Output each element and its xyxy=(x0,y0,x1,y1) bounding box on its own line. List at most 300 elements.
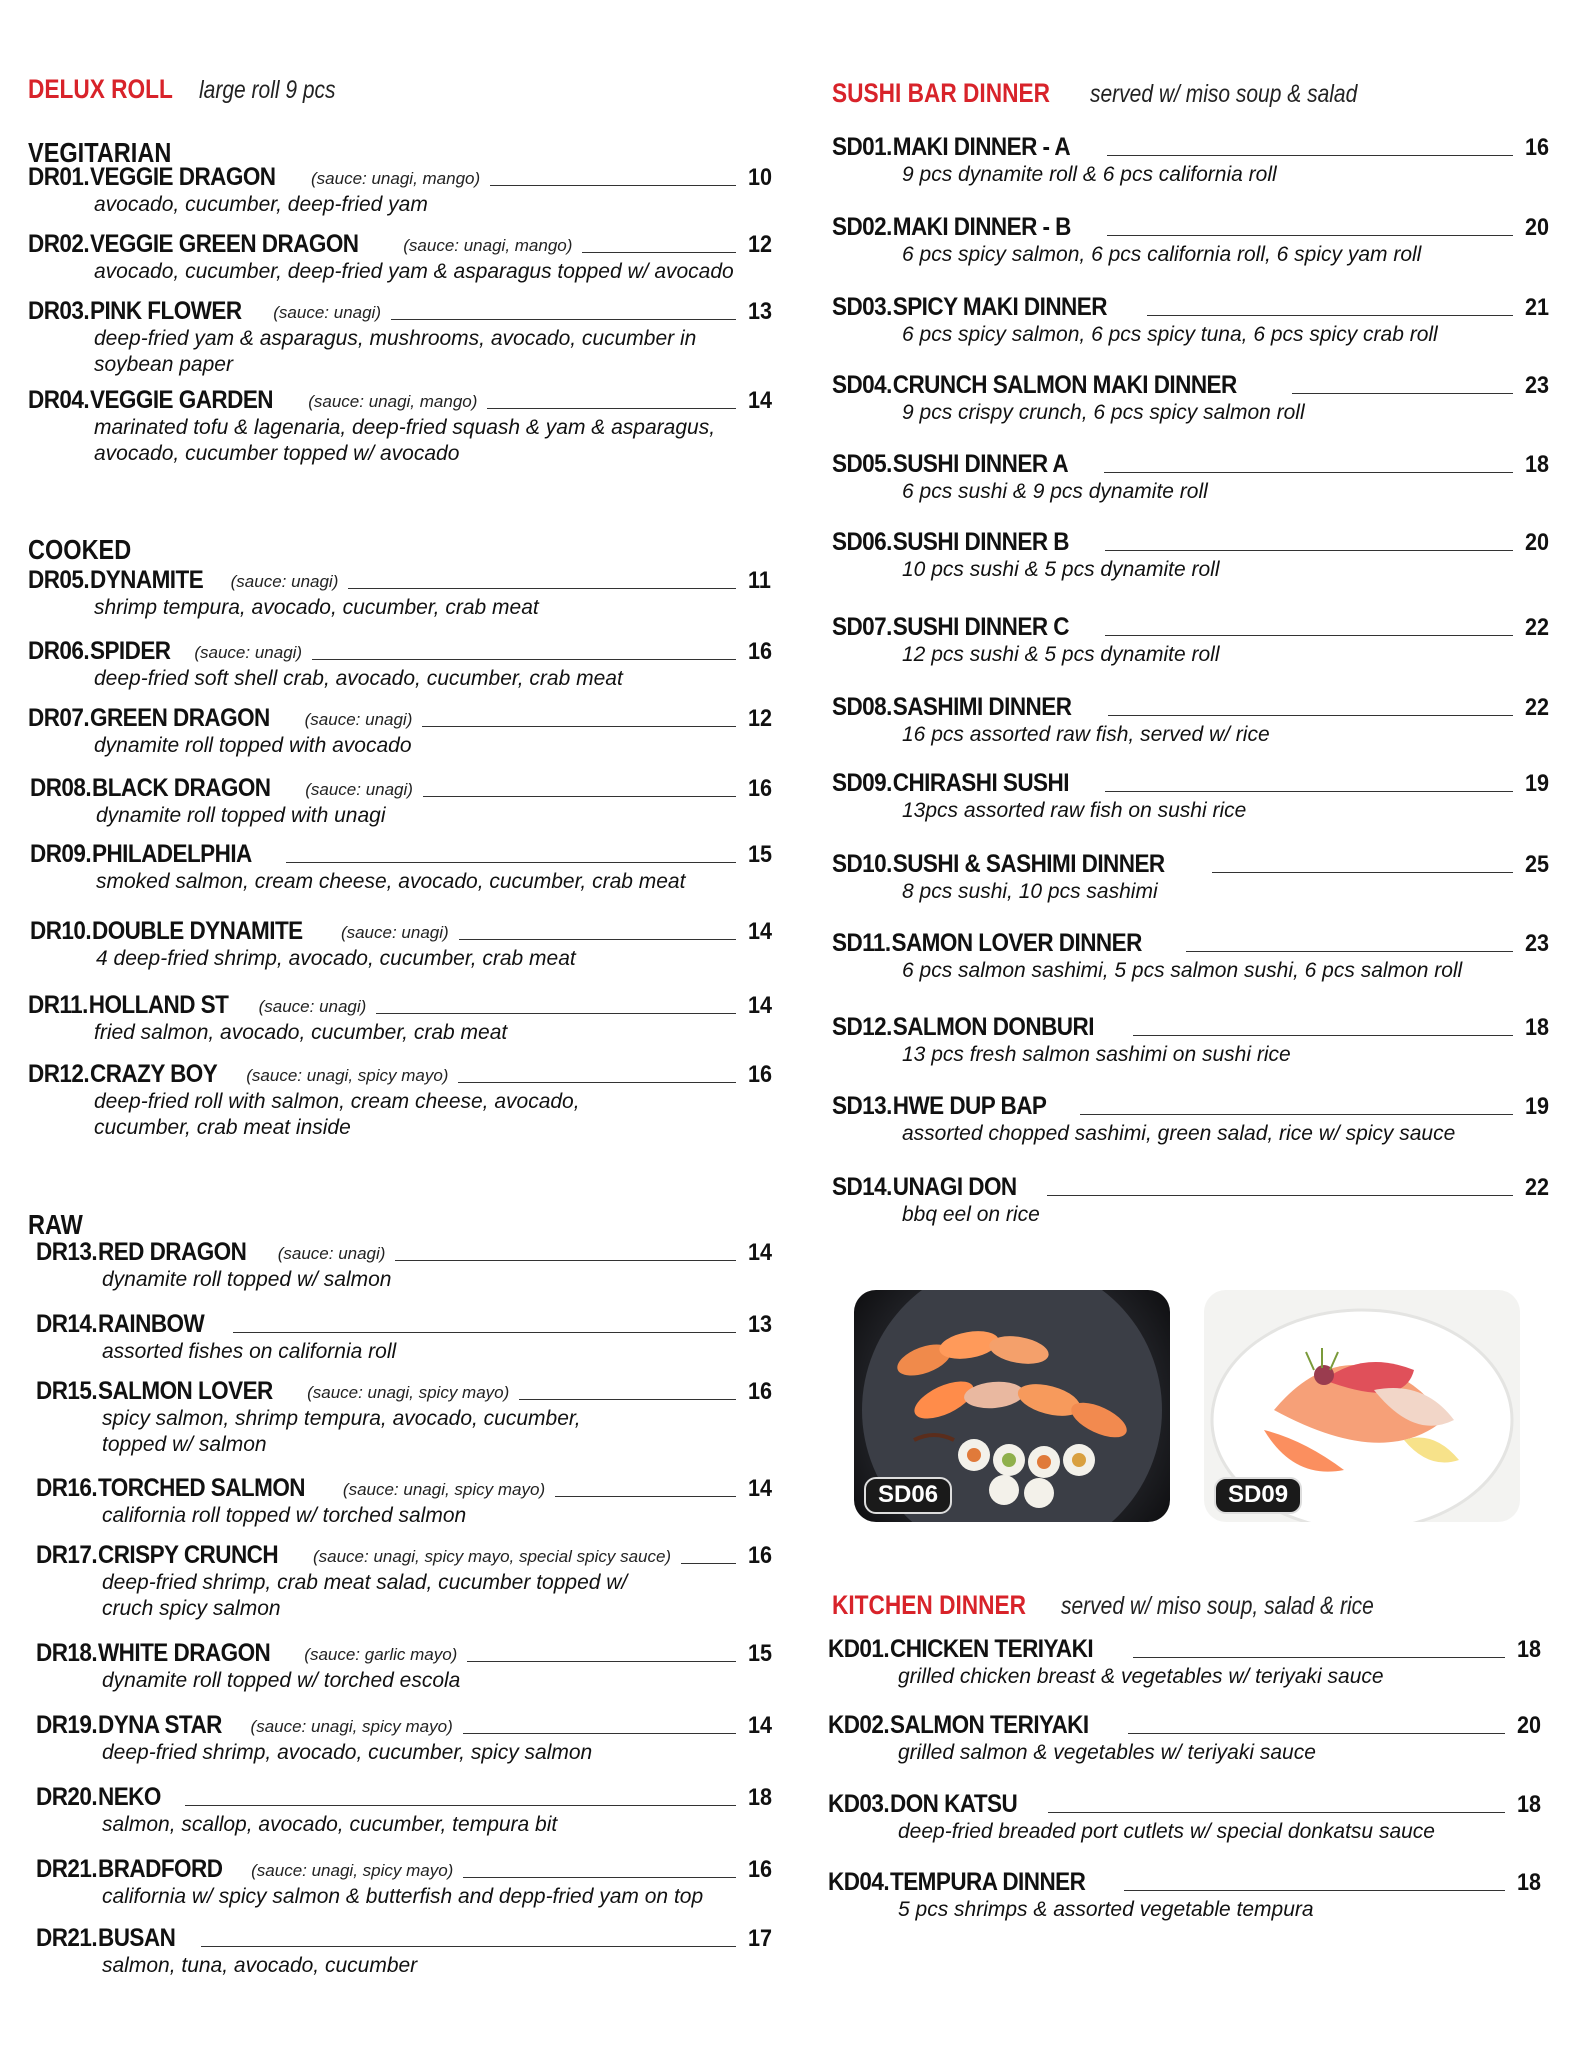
item-title: RED DRAGON xyxy=(97,1238,247,1266)
item-description: grilled chicken breast & vegetables w/ teriyaki sauce xyxy=(898,1665,1384,1688)
menu-item xyxy=(828,1712,1547,1766)
menu-item xyxy=(832,930,1555,984)
item-name xyxy=(832,613,1069,642)
item-name xyxy=(28,386,273,415)
item-title: TORCHED SALMON xyxy=(97,1474,306,1502)
item-title: CHIRASHI SUSHI xyxy=(892,769,1069,797)
item-name xyxy=(36,1855,222,1884)
kitchen-dinner-header xyxy=(832,1590,1434,1621)
leader-line xyxy=(487,408,736,409)
item-price: 10 xyxy=(748,164,773,191)
menu-item-row xyxy=(36,1542,778,1570)
item-price: 14 xyxy=(748,918,773,945)
item-code: DR08. xyxy=(30,774,92,802)
item-code: DR13. xyxy=(36,1238,98,1266)
item-name xyxy=(832,1173,1017,1202)
item-name xyxy=(832,213,1071,242)
menu-item-row xyxy=(28,638,778,666)
item-description: topped w/ salmon xyxy=(102,1433,267,1456)
leader-line xyxy=(1105,635,1513,636)
item-name xyxy=(36,1541,278,1570)
menu-item-row xyxy=(30,841,778,869)
item-price: 18 xyxy=(748,1784,773,1811)
menu-item xyxy=(28,387,778,467)
item-description: dynamite roll topped with unagi xyxy=(96,804,386,827)
item-description: 12 pcs sushi & 5 pcs dynamite roll xyxy=(902,643,1220,666)
item-description: assorted fishes on california roll xyxy=(102,1340,397,1363)
menu-item xyxy=(28,638,778,692)
item-code: DR20. xyxy=(36,1783,98,1811)
item-code: DR05. xyxy=(28,566,90,594)
photo-sd09 xyxy=(1204,1290,1520,1522)
leader-line xyxy=(1147,315,1513,316)
item-description: 8 pcs sushi, 10 pcs sashimi xyxy=(902,880,1158,903)
item-title: NEKO xyxy=(97,1783,161,1811)
menu-item xyxy=(28,298,778,378)
item-title: WHITE DRAGON xyxy=(97,1639,271,1667)
item-code: DR17. xyxy=(36,1541,98,1569)
item-price: 22 xyxy=(1525,614,1550,641)
item-description: 4 deep-fried shrimp, avocado, cucumber, crab meat xyxy=(96,947,576,970)
item-sauce: (sauce: unagi) xyxy=(273,303,381,322)
item-name xyxy=(36,1310,204,1339)
item-title: SASHIMI DINNER xyxy=(892,693,1072,721)
item-price: 12 xyxy=(748,705,773,732)
menu-item xyxy=(30,775,778,829)
section-subtitle: served w/ miso soup & salad xyxy=(1089,80,1358,108)
leader-line xyxy=(1105,550,1513,551)
section-subtitle: large roll 9 pcs xyxy=(198,76,336,104)
item-name xyxy=(36,1783,161,1812)
item-price: 14 xyxy=(748,1712,773,1739)
item-price: 18 xyxy=(1517,1869,1542,1896)
item-name xyxy=(832,371,1237,400)
item-name xyxy=(30,840,252,869)
item-sauce: (sauce: unagi) xyxy=(258,997,367,1016)
item-description: dynamite roll topped w/ torched escola xyxy=(102,1669,461,1692)
menu-item xyxy=(28,992,778,1046)
item-code: SD11. xyxy=(832,929,891,957)
item-code: DR04. xyxy=(28,386,90,414)
section-title: SUSHI BAR DINNER xyxy=(832,78,1051,108)
menu-item-row xyxy=(832,930,1555,958)
item-title: CHICKEN TERIYAKI xyxy=(889,1635,1094,1663)
leader-line xyxy=(233,1332,736,1333)
item-price: 14 xyxy=(748,387,773,414)
menu-item xyxy=(28,231,778,285)
item-sauce: (sauce: unagi, spicy mayo) xyxy=(307,1383,510,1402)
leader-line xyxy=(1133,1035,1513,1036)
leader-line xyxy=(463,1733,736,1734)
leader-line xyxy=(458,1082,736,1083)
item-price: 12 xyxy=(748,231,773,258)
item-description: 10 pcs sushi & 5 pcs dynamite roll xyxy=(902,558,1220,581)
menu-item xyxy=(28,567,778,621)
item-title: SUSHI & SASHIMI DINNER xyxy=(892,850,1165,878)
menu-item xyxy=(832,770,1555,824)
item-name xyxy=(832,133,1070,162)
menu-item-row xyxy=(832,614,1555,642)
item-sauce: (sauce: unagi, mango) xyxy=(403,236,573,255)
item-code: DR18. xyxy=(36,1639,98,1667)
menu-item xyxy=(30,841,778,895)
item-price: 11 xyxy=(748,567,771,594)
menu-item-row xyxy=(832,214,1555,242)
item-price: 18 xyxy=(1517,1636,1542,1663)
menu-item-row xyxy=(832,134,1555,162)
sushi-bar-header xyxy=(832,78,1408,109)
leader-line xyxy=(490,185,736,186)
item-sauce: (sauce: unagi, spicy mayo) xyxy=(246,1066,449,1085)
item-sauce: (sauce: unagi, mango) xyxy=(311,169,481,188)
item-sauce: (sauce: unagi) xyxy=(277,1244,386,1263)
item-title: TEMPURA DINNER xyxy=(889,1868,1086,1896)
menu-item xyxy=(36,1925,778,1979)
menu-item-row xyxy=(28,1061,778,1089)
item-title: CRISPY CRUNCH xyxy=(97,1541,279,1569)
item-price: 18 xyxy=(1517,1791,1542,1818)
item-code: SD07. xyxy=(832,613,892,641)
menu-item-row xyxy=(28,567,778,595)
category-vegetarian: VEGITARIAN xyxy=(28,137,172,168)
menu-item xyxy=(832,529,1555,583)
item-code: SD14. xyxy=(832,1173,892,1201)
item-name xyxy=(832,929,1142,958)
item-code: SD06. xyxy=(832,528,892,556)
item-code: DR16. xyxy=(36,1474,98,1502)
item-price: 20 xyxy=(1517,1712,1542,1739)
item-price: 15 xyxy=(748,1640,773,1667)
item-description: deep-fried soft shell crab, avocado, cucumber, crab meat xyxy=(94,667,623,690)
item-price: 23 xyxy=(1525,372,1550,399)
item-description: avocado, cucumber topped w/ avocado xyxy=(94,442,460,465)
category-raw: RAW xyxy=(28,1209,83,1240)
item-name xyxy=(36,1711,222,1740)
menu-item xyxy=(832,694,1555,748)
item-code: SD12. xyxy=(832,1013,892,1041)
item-name xyxy=(36,1924,175,1953)
item-code: DR14. xyxy=(36,1310,98,1338)
leader-line xyxy=(286,862,736,863)
item-price: 15 xyxy=(748,841,773,868)
item-name xyxy=(28,566,203,595)
item-name xyxy=(28,297,242,326)
menu-item-row xyxy=(28,231,778,259)
item-description: california w/ spicy salmon & butterfish and depp-fried yam on top xyxy=(102,1885,704,1908)
menu-item-row xyxy=(36,1712,778,1740)
leader-line xyxy=(1108,715,1513,716)
item-code: KD01. xyxy=(828,1635,890,1663)
section-title: DELUX ROLL xyxy=(28,74,173,104)
menu-item-row xyxy=(28,164,778,192)
item-code: DR02. xyxy=(28,230,90,258)
item-price: 18 xyxy=(1525,451,1550,478)
item-title: BRADFORD xyxy=(97,1855,223,1883)
item-price: 25 xyxy=(1525,851,1550,878)
item-name xyxy=(832,850,1165,879)
item-description: avocado, cucumber, deep-fried yam & asparagus topped w/ avocado xyxy=(94,260,734,283)
menu-item xyxy=(828,1869,1547,1923)
item-name xyxy=(28,991,228,1020)
item-description: shrimp tempura, avocado, cucumber, crab meat xyxy=(94,596,539,619)
item-description: 16 pcs assorted raw fish, served w/ rice xyxy=(902,723,1270,746)
item-description: 6 pcs spicy salmon, 6 pcs spicy tuna, 6 pcs spicy crab roll xyxy=(902,323,1438,346)
leader-line xyxy=(1212,872,1513,873)
item-title: CRAZY BOY xyxy=(89,1060,218,1088)
item-sauce: (sauce: unagi, spicy mayo) xyxy=(250,1717,453,1736)
item-description: deep-fried shrimp, avocado, cucumber, spicy salmon xyxy=(102,1741,593,1764)
item-code: DR19. xyxy=(36,1711,98,1739)
menu-item-row xyxy=(832,694,1555,722)
item-title: UNAGI DON xyxy=(892,1173,1017,1201)
item-title: VEGGIE DRAGON xyxy=(89,163,276,191)
menu-item-row xyxy=(828,1869,1547,1897)
item-title: DYNA STAR xyxy=(97,1711,222,1739)
menu-item xyxy=(832,451,1555,505)
item-description: california roll topped w/ torched salmon xyxy=(102,1504,467,1527)
item-sauce: (sauce: unagi) xyxy=(305,780,413,799)
menu-item xyxy=(28,1061,778,1141)
section-title: KITCHEN DINNER xyxy=(832,1590,1027,1620)
item-description: soybean paper xyxy=(94,353,233,376)
item-code: SD08. xyxy=(832,693,892,721)
menu-item-row xyxy=(28,298,778,326)
menu-item xyxy=(36,1640,778,1694)
item-description: 13 pcs fresh salmon sashimi on sushi rice xyxy=(902,1043,1291,1066)
item-description: marinated tofu & lagenaria, deep-fried squash & yam & asparagus, xyxy=(94,416,716,439)
leader-line xyxy=(201,1946,736,1947)
menu-item xyxy=(36,1239,778,1293)
menu-item-row xyxy=(832,1093,1555,1121)
item-description: deep-fried roll with salmon, cream cheese, avocado, xyxy=(94,1090,580,1113)
item-description: 9 pcs crispy crunch, 6 pcs spicy salmon roll xyxy=(902,401,1305,424)
item-code: KD04. xyxy=(828,1868,890,1896)
menu-item-row xyxy=(30,918,778,946)
item-description: dynamite roll topped with avocado xyxy=(94,734,412,757)
item-title: SALMON DONBURI xyxy=(892,1013,1094,1041)
item-name xyxy=(28,637,171,666)
leader-line xyxy=(681,1563,736,1564)
item-sauce: (sauce: unagi) xyxy=(194,643,303,662)
item-description: fried salmon, avocado, cucumber, crab meat xyxy=(94,1021,508,1044)
menu-item xyxy=(832,1174,1555,1228)
photo-tag: SD06 xyxy=(864,1477,952,1514)
item-code: DR01. xyxy=(28,163,90,191)
item-sauce: (sauce: unagi) xyxy=(340,923,449,942)
photo-tag: SD09 xyxy=(1214,1477,1302,1514)
leader-line xyxy=(582,252,736,253)
menu-item xyxy=(28,164,778,218)
item-description: cruch spicy salmon xyxy=(102,1597,281,1620)
menu-item xyxy=(832,294,1555,348)
menu-item-row xyxy=(28,387,778,415)
leader-line xyxy=(555,1496,736,1497)
item-description: grilled salmon & vegetables w/ teriyaki sauce xyxy=(898,1741,1316,1764)
item-name xyxy=(828,1790,1017,1819)
leader-line xyxy=(1080,1114,1513,1115)
menu-item xyxy=(28,705,778,759)
item-name xyxy=(832,528,1069,557)
menu-item-row xyxy=(832,372,1555,400)
item-price: 14 xyxy=(748,1239,773,1266)
item-code: SD09. xyxy=(832,769,892,797)
item-title: RAINBOW xyxy=(97,1310,205,1338)
item-code: DR21. xyxy=(36,1924,98,1952)
item-price: 18 xyxy=(1525,1014,1550,1041)
leader-line xyxy=(1186,951,1513,952)
item-sauce: (sauce: unagi) xyxy=(304,710,413,729)
menu-item-row xyxy=(30,775,778,803)
category-cooked: COOKED xyxy=(28,534,132,565)
item-code: SD10. xyxy=(832,850,892,878)
menu-item-row xyxy=(832,294,1555,322)
menu-item-row xyxy=(828,1636,1547,1664)
item-title: SUSHI DINNER A xyxy=(892,450,1069,478)
menu-item-row xyxy=(36,1784,778,1812)
item-price: 20 xyxy=(1525,214,1550,241)
item-description: deep-fried yam & asparagus, mushrooms, avocado, cucumber in xyxy=(94,327,697,350)
item-price: 14 xyxy=(748,992,773,1019)
leader-line xyxy=(1124,1890,1505,1891)
item-title: SUSHI DINNER C xyxy=(892,613,1069,641)
item-price: 19 xyxy=(1525,1093,1550,1120)
item-price: 22 xyxy=(1525,1174,1550,1201)
leader-line xyxy=(1107,155,1514,156)
menu-item xyxy=(30,918,778,972)
item-price: 17 xyxy=(748,1925,773,1952)
leader-line xyxy=(467,1661,736,1662)
item-price: 22 xyxy=(1525,694,1550,721)
leader-line xyxy=(519,1399,736,1400)
menu-item xyxy=(832,134,1555,188)
item-description: dynamite roll topped w/ salmon xyxy=(102,1268,392,1291)
item-description: assorted chopped sashimi, green salad, rice w/ spicy sauce xyxy=(902,1122,1456,1145)
item-name xyxy=(28,163,276,192)
menu-item-row xyxy=(28,992,778,1020)
item-name xyxy=(832,1092,1046,1121)
menu-item-row xyxy=(36,1640,778,1668)
leader-line xyxy=(1047,1195,1513,1196)
item-title: SAMON LOVER DINNER xyxy=(891,929,1142,957)
leader-line xyxy=(1292,393,1513,394)
photo-sd06 xyxy=(854,1290,1170,1522)
menu-item xyxy=(36,1311,778,1365)
menu-item xyxy=(828,1791,1547,1845)
menu-item-row xyxy=(28,705,778,733)
menu-item xyxy=(832,1093,1555,1147)
menu-item xyxy=(36,1542,778,1622)
item-code: KD02. xyxy=(828,1711,890,1739)
leader-line xyxy=(1105,791,1513,792)
menu-item xyxy=(36,1378,778,1458)
item-name xyxy=(36,1377,273,1406)
item-price: 19 xyxy=(1525,770,1550,797)
menu-item xyxy=(36,1712,778,1766)
item-code: SD02. xyxy=(832,213,892,241)
item-price: 20 xyxy=(1525,529,1550,556)
item-description: 6 pcs sushi & 9 pcs dynamite roll xyxy=(902,480,1208,503)
item-title: DYNAMITE xyxy=(89,566,204,594)
item-description: bbq eel on rice xyxy=(902,1203,1040,1226)
item-name xyxy=(832,293,1107,322)
item-name xyxy=(28,704,270,733)
item-title: CRUNCH SALMON MAKI DINNER xyxy=(892,371,1237,399)
menu-item xyxy=(832,851,1555,905)
menu-item-row xyxy=(828,1791,1547,1819)
item-description: smoked salmon, cream cheese, avocado, cucumber, crab meat xyxy=(96,870,686,893)
item-name xyxy=(828,1635,1093,1664)
item-code: DR06. xyxy=(28,637,90,665)
menu-item-row xyxy=(832,851,1555,879)
leader-line xyxy=(185,1805,736,1806)
leader-line xyxy=(1107,235,1513,236)
menu-item-row xyxy=(828,1712,1547,1740)
item-title: HWE DUP BAP xyxy=(892,1092,1047,1120)
leader-line xyxy=(376,1013,736,1014)
item-price: 14 xyxy=(748,1475,773,1502)
item-price: 16 xyxy=(748,1378,773,1405)
leader-line xyxy=(312,659,736,660)
item-title: BLACK DRAGON xyxy=(91,774,271,802)
item-code: DR12. xyxy=(28,1060,90,1088)
item-price: 16 xyxy=(748,1061,773,1088)
item-description: 6 pcs salmon sashimi, 5 pcs salmon sushi, 6 pcs salmon roll xyxy=(902,959,1463,982)
item-code: SD03. xyxy=(832,293,892,321)
item-code: SD04. xyxy=(832,371,892,399)
item-name xyxy=(30,917,303,946)
menu-item xyxy=(36,1784,778,1838)
item-name xyxy=(30,774,270,803)
item-code: DR21. xyxy=(36,1855,98,1883)
item-name xyxy=(832,693,1071,722)
delux-roll-header xyxy=(28,74,362,105)
item-title: HOLLAND ST xyxy=(88,991,229,1019)
item-name xyxy=(828,1868,1085,1897)
item-code: DR11. xyxy=(28,991,88,1019)
menu-item xyxy=(832,614,1555,668)
item-title: VEGGIE GARDEN xyxy=(89,386,274,414)
item-name xyxy=(832,769,1069,798)
item-title: SALMON LOVER xyxy=(97,1377,273,1405)
item-title: BUSAN xyxy=(97,1924,176,1952)
item-description: salmon, scallop, avocado, cucumber, tempura bit xyxy=(102,1813,558,1836)
item-code: DR09. xyxy=(30,840,92,868)
item-price: 13 xyxy=(748,1311,773,1338)
menu-item-row xyxy=(36,1378,778,1406)
item-title: PINK FLOWER xyxy=(89,297,242,325)
item-title: PHILADELPHIA xyxy=(91,840,252,868)
item-price: 16 xyxy=(748,1542,773,1569)
menu-item-row xyxy=(832,1174,1555,1202)
item-code: SD01. xyxy=(832,133,892,161)
item-name xyxy=(36,1238,246,1267)
item-price: 21 xyxy=(1525,294,1550,321)
menu-item-row xyxy=(36,1311,778,1339)
leader-line xyxy=(463,1877,736,1878)
menu-item-row xyxy=(832,529,1555,557)
item-description: 6 pcs spicy salmon, 6 pcs california roll, 6 spicy yam roll xyxy=(902,243,1422,266)
item-title: SUSHI DINNER B xyxy=(892,528,1069,556)
leader-line xyxy=(459,939,736,940)
leader-line xyxy=(391,319,736,320)
item-name xyxy=(832,1013,1094,1042)
item-description: deep-fried breaded port cutlets w/ special donkatsu sauce xyxy=(898,1820,1435,1843)
item-sauce: (sauce: unagi, mango) xyxy=(308,392,478,411)
item-title: MAKI DINNER - A xyxy=(892,133,1071,161)
item-sauce: (sauce: unagi) xyxy=(230,572,339,591)
menu-item-row xyxy=(832,451,1555,479)
item-name xyxy=(28,230,359,259)
